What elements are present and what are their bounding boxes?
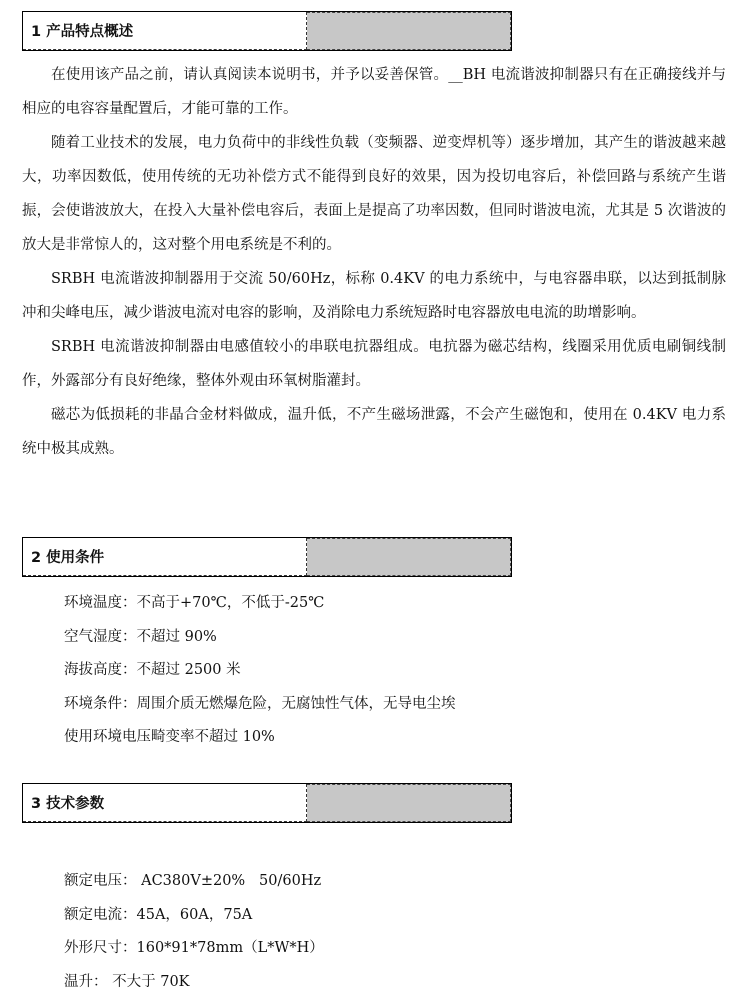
section-1-body [22, 58, 726, 466]
list-item: 外形尺寸：160*91*78mm（L*W*H） [64, 940, 324, 956]
list-item: 环境条件：周围介质无燃爆危险，无腐蚀性气体，无导电尘埃 [64, 695, 456, 712]
section-2-header-shade [307, 538, 511, 576]
list-item: 额定电流：45A，60A，75A [64, 906, 253, 923]
list-item: 额定电压： AC380V±20% 50/60Hz [64, 873, 322, 889]
section-1-header [22, 11, 512, 51]
section-1-header-shade [307, 12, 511, 50]
list-item: 温升： 不大于 70K [64, 973, 190, 990]
list-item: 环境温度：不高于+70℃，不低于-25℃ [64, 595, 325, 611]
paragraph: SRBH 电流谐波抑制器用于交流 50/60Hz，标称 0.4KV 的电力系统中，与电容器串联，以达到抵制脉冲和尖峰电压，减少谐波电流对电容的影响，及消除电力系统短路时电容器放电电流的助增影响。 [22, 271, 726, 321]
paragraph: SRBH 电流谐波抑制器由电感值较小的串联电抗器组成。电抗器为磁芯结构，线圈采用优质电刷铜线制作，外露部分有良好绝缘，整体外观由环氧树脂灌封。 [22, 339, 726, 389]
list-item: 空气湿度：不超过 90% [64, 628, 217, 645]
paragraph: 磁芯为低损耗的非晶合金材料做成，温升低，不产生磁场泄露，不会产生磁饱和，使用在 0.4KV 电力系统中极其成熟。 [22, 407, 726, 457]
list-item: 使用环境电压畸变率不超过 10% [64, 729, 275, 745]
section-1-title: 1 产品特点概述 [23, 12, 307, 50]
section-3-header [22, 783, 512, 823]
section-3-title: 3 技术参数 [23, 784, 307, 822]
paragraph: 在使用该产品之前，请认真阅读本说明书，并予以妥善保管。__BH 电流谐波抑制器只有在正确接线并与相应的电容容量配置后，才能可靠的工作。 [22, 67, 726, 117]
section-2-title: 2 使用条件 [23, 538, 307, 576]
section-2-header [22, 537, 512, 577]
paragraph: 随着工业技术的发展，电力负荷中的非线性负载（变频器、逆变焊机等）逐步增加，其产生的谐波越来越大，功率因数低，使用传统的无功补偿方式不能得到良好的效果，因为投切电容后，补偿回路与系统产生谐振，会使谐波放大，在投入大量补偿电容后，表面上是提高了功率因数，但同时谐波电流，尤其是 5 次谐波的放大是非常惊人的，这对整个用电系统是不利的。 [22, 135, 726, 253]
section-3-header-shade [307, 784, 511, 822]
section-3-list [64, 865, 724, 999]
section-2-list [64, 587, 724, 755]
list-item: 海拔高度：不超过 2500 米 [64, 662, 241, 678]
